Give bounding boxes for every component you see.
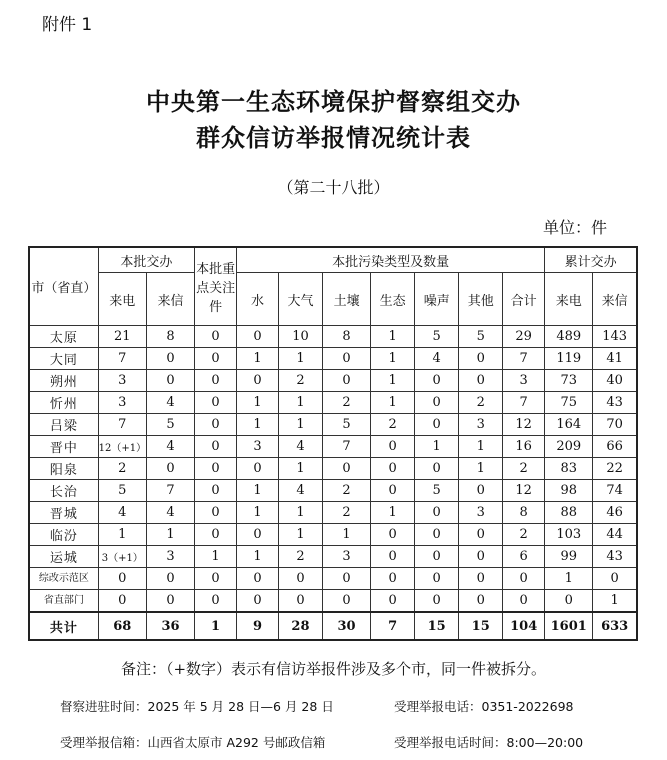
cell-eco: 0 bbox=[371, 568, 415, 590]
cell-other: 3 bbox=[459, 502, 503, 524]
cell-water: 1 bbox=[237, 392, 279, 414]
batch-label: （第二十八批） bbox=[277, 178, 390, 197]
cell-air: 4 bbox=[278, 436, 322, 458]
table-row bbox=[29, 590, 637, 613]
cell-other: 0 bbox=[459, 568, 503, 590]
cell-city: 省直部门 bbox=[29, 590, 98, 613]
cell-other: 0 bbox=[459, 590, 503, 613]
document-title-line1: 中央第一生态环境保护督察组交办 bbox=[146, 87, 521, 116]
cell-eco: 1 bbox=[371, 348, 415, 370]
cell-key: 0 bbox=[195, 436, 237, 458]
cell-other: 5 bbox=[459, 326, 503, 348]
cell-cum-call: 0 bbox=[545, 590, 593, 613]
cell-letter: 0 bbox=[146, 458, 194, 480]
cell-letter: 36 bbox=[146, 612, 194, 640]
cell-cum-letter: 40 bbox=[593, 370, 637, 392]
table-row bbox=[29, 348, 637, 370]
footnote: 备注：（+数字）表示有信访举报件涉及多个市，同一件被拆分。 bbox=[120, 660, 547, 678]
header-call: 来电 bbox=[98, 273, 146, 326]
table-row bbox=[29, 414, 637, 436]
cell-soil: 0 bbox=[322, 458, 370, 480]
cell-air: 1 bbox=[278, 458, 322, 480]
cell-noise: 5 bbox=[415, 326, 459, 348]
cell-key: 0 bbox=[195, 414, 237, 436]
cell-soil: 0 bbox=[322, 568, 370, 590]
cell-key: 0 bbox=[195, 370, 237, 392]
cell-key: 1 bbox=[195, 546, 237, 568]
header-other: 其他 bbox=[459, 273, 503, 326]
hotline-hours: 受理举报电话时间：8:00—20:00 bbox=[394, 735, 584, 750]
cell-noise: 0 bbox=[415, 546, 459, 568]
cell-soil: 7 bbox=[322, 436, 370, 458]
cell-sum: 7 bbox=[503, 348, 545, 370]
header-noise: 噪声 bbox=[415, 273, 459, 326]
cell-air: 1 bbox=[278, 502, 322, 524]
cell-other: 3 bbox=[459, 414, 503, 436]
unit-label: 单位：件 bbox=[542, 218, 607, 237]
cell-water: 1 bbox=[237, 502, 279, 524]
cell-eco: 0 bbox=[371, 546, 415, 568]
cell-city: 长治 bbox=[29, 480, 98, 502]
cell-cum-call: 209 bbox=[545, 436, 593, 458]
cell-letter: 0 bbox=[146, 568, 194, 590]
header-ecology: 生态 bbox=[371, 273, 415, 326]
cell-eco: 1 bbox=[371, 392, 415, 414]
cell-city: 朔州 bbox=[29, 370, 98, 392]
cell-sum: 7 bbox=[503, 392, 545, 414]
header-cumulative-group: 累计交办 bbox=[545, 247, 637, 273]
cell-letter: 8 bbox=[146, 326, 194, 348]
cell-noise: 0 bbox=[415, 590, 459, 613]
table-row bbox=[29, 392, 637, 414]
cell-air: 4 bbox=[278, 480, 322, 502]
cell-sum: 2 bbox=[503, 458, 545, 480]
cell-letter: 4 bbox=[146, 502, 194, 524]
cell-letter: 5 bbox=[146, 414, 194, 436]
cell-key: 0 bbox=[195, 458, 237, 480]
table-row bbox=[29, 546, 637, 568]
header-air: 大气 bbox=[278, 273, 322, 326]
cell-eco: 0 bbox=[371, 480, 415, 502]
cell-city: 综改示范区 bbox=[29, 568, 98, 590]
cell-letter: 0 bbox=[146, 348, 194, 370]
cell-eco: 0 bbox=[371, 590, 415, 613]
cell-call: 21 bbox=[98, 326, 146, 348]
table-row bbox=[29, 370, 637, 392]
cell-cum-letter: 41 bbox=[593, 348, 637, 370]
cell-water: 0 bbox=[237, 458, 279, 480]
cell-city: 大同 bbox=[29, 348, 98, 370]
cell-water: 1 bbox=[237, 480, 279, 502]
cell-other: 1 bbox=[459, 458, 503, 480]
cell-soil: 2 bbox=[322, 480, 370, 502]
cell-other: 0 bbox=[459, 370, 503, 392]
cell-water: 1 bbox=[237, 546, 279, 568]
cell-water: 0 bbox=[237, 524, 279, 546]
cell-call: 3 bbox=[98, 370, 146, 392]
header-soil: 土壤 bbox=[322, 273, 370, 326]
cell-city: 太原 bbox=[29, 326, 98, 348]
cell-eco: 0 bbox=[371, 458, 415, 480]
header-batch-group: 本批交办 bbox=[98, 247, 194, 273]
cell-letter: 0 bbox=[146, 590, 194, 613]
cell-key: 0 bbox=[195, 524, 237, 546]
cell-call: 0 bbox=[98, 590, 146, 613]
cell-city: 吕梁 bbox=[29, 414, 98, 436]
cell-letter: 1 bbox=[146, 524, 194, 546]
cell-letter: 4 bbox=[146, 436, 194, 458]
cell-key: 0 bbox=[195, 326, 237, 348]
cell-letter: 0 bbox=[146, 370, 194, 392]
stationed-time: 督察进驻时间：2025 年 5 月 28 日—6 月 28 日 bbox=[60, 699, 334, 714]
cell-call: 7 bbox=[98, 348, 146, 370]
total-row bbox=[29, 612, 637, 640]
table-row bbox=[29, 326, 637, 348]
cell-sum: 8 bbox=[503, 502, 545, 524]
cell-soil: 2 bbox=[322, 392, 370, 414]
cell-call: 3（+1） bbox=[98, 546, 146, 568]
cell-key: 0 bbox=[195, 348, 237, 370]
cell-sum: 3 bbox=[503, 370, 545, 392]
cell-air: 10 bbox=[278, 326, 322, 348]
cell-cum-call: 119 bbox=[545, 348, 593, 370]
cell-other: 0 bbox=[459, 546, 503, 568]
cell-air: 1 bbox=[278, 348, 322, 370]
cell-cum-call: 98 bbox=[545, 480, 593, 502]
cell-water: 1 bbox=[237, 348, 279, 370]
cell-water: 0 bbox=[237, 590, 279, 613]
cell-sum: 0 bbox=[503, 568, 545, 590]
cell-cum-call: 103 bbox=[545, 524, 593, 546]
cell-cum-letter: 143 bbox=[593, 326, 637, 348]
cell-cum-call: 489 bbox=[545, 326, 593, 348]
cell-cum-letter: 74 bbox=[593, 480, 637, 502]
cell-eco: 2 bbox=[371, 414, 415, 436]
cell-sum: 29 bbox=[503, 326, 545, 348]
cell-cum-call: 99 bbox=[545, 546, 593, 568]
cell-sum: 12 bbox=[503, 414, 545, 436]
cell-cum-call: 1 bbox=[545, 568, 593, 590]
header-letter: 来信 bbox=[146, 273, 194, 326]
attachment-label: 附件 1 bbox=[42, 15, 93, 35]
cell-noise: 1 bbox=[415, 436, 459, 458]
table-row bbox=[29, 436, 637, 458]
cell-other: 0 bbox=[459, 348, 503, 370]
cell-air: 1 bbox=[278, 524, 322, 546]
cell-letter: 3 bbox=[146, 546, 194, 568]
cell-cum-call: 83 bbox=[545, 458, 593, 480]
cell-key: 0 bbox=[195, 502, 237, 524]
cell-sum: 16 bbox=[503, 436, 545, 458]
cell-soil: 3 bbox=[322, 546, 370, 568]
cell-noise: 0 bbox=[415, 458, 459, 480]
cell-water: 3 bbox=[237, 436, 279, 458]
cell-air: 28 bbox=[278, 612, 322, 640]
cell-water: 0 bbox=[237, 326, 279, 348]
cell-key: 0 bbox=[195, 480, 237, 502]
cell-eco: 0 bbox=[371, 524, 415, 546]
cell-eco: 1 bbox=[371, 326, 415, 348]
cell-eco: 0 bbox=[371, 436, 415, 458]
cell-key: 1 bbox=[195, 612, 237, 640]
cell-air: 1 bbox=[278, 414, 322, 436]
cell-city: 忻州 bbox=[29, 392, 98, 414]
cell-key: 0 bbox=[195, 392, 237, 414]
cell-letter: 4 bbox=[146, 392, 194, 414]
cell-sum: 0 bbox=[503, 590, 545, 613]
header-water: 水 bbox=[237, 273, 279, 326]
header-city: 市（省直） bbox=[29, 247, 98, 326]
cell-eco: 1 bbox=[371, 502, 415, 524]
cell-call: 3 bbox=[98, 392, 146, 414]
cell-cum-letter: 43 bbox=[593, 392, 637, 414]
cell-city: 共计 bbox=[29, 612, 98, 640]
cell-cum-call: 88 bbox=[545, 502, 593, 524]
cell-soil: 0 bbox=[322, 590, 370, 613]
cell-other: 0 bbox=[459, 480, 503, 502]
header-subtotal: 合计 bbox=[503, 273, 545, 326]
cell-air: 2 bbox=[278, 370, 322, 392]
cell-call: 5 bbox=[98, 480, 146, 502]
cell-other: 0 bbox=[459, 524, 503, 546]
cell-call: 7 bbox=[98, 414, 146, 436]
table-row bbox=[29, 568, 637, 590]
header-key-focus: 本批重点关注件 bbox=[195, 247, 237, 326]
cell-soil: 0 bbox=[322, 370, 370, 392]
cell-noise: 15 bbox=[415, 612, 459, 640]
cell-other: 2 bbox=[459, 392, 503, 414]
cell-call: 0 bbox=[98, 568, 146, 590]
cell-call: 1 bbox=[98, 524, 146, 546]
cell-call: 68 bbox=[98, 612, 146, 640]
cell-sum: 104 bbox=[503, 612, 545, 640]
cell-soil: 2 bbox=[322, 502, 370, 524]
cell-water: 9 bbox=[237, 612, 279, 640]
cell-city: 运城 bbox=[29, 546, 98, 568]
cell-call: 4 bbox=[98, 502, 146, 524]
cell-city: 晋中 bbox=[29, 436, 98, 458]
statistics-table bbox=[28, 246, 638, 641]
cell-soil: 5 bbox=[322, 414, 370, 436]
report-mailbox: 受理举报信箱：山西省太原市 A292 号邮政信箱 bbox=[60, 735, 326, 750]
document-title-line2: 群众信访举报情况统计表 bbox=[196, 123, 471, 152]
cell-water: 0 bbox=[237, 568, 279, 590]
cell-cum-call: 75 bbox=[545, 392, 593, 414]
cell-sum: 2 bbox=[503, 524, 545, 546]
cell-other: 1 bbox=[459, 436, 503, 458]
cell-cum-letter: 633 bbox=[593, 612, 637, 640]
cell-noise: 0 bbox=[415, 524, 459, 546]
cell-key: 0 bbox=[195, 568, 237, 590]
cell-eco: 1 bbox=[371, 370, 415, 392]
cell-city: 临汾 bbox=[29, 524, 98, 546]
cell-noise: 0 bbox=[415, 414, 459, 436]
cell-soil: 0 bbox=[322, 348, 370, 370]
cell-sum: 6 bbox=[503, 546, 545, 568]
cell-noise: 0 bbox=[415, 370, 459, 392]
cell-cum-letter: 43 bbox=[593, 546, 637, 568]
header-cum-letter: 来信 bbox=[593, 273, 637, 326]
cell-air: 2 bbox=[278, 546, 322, 568]
table-row bbox=[29, 502, 637, 524]
cell-soil: 8 bbox=[322, 326, 370, 348]
header-cum-call: 来电 bbox=[545, 273, 593, 326]
cell-cum-call: 1601 bbox=[545, 612, 593, 640]
table-row bbox=[29, 524, 637, 546]
cell-air: 0 bbox=[278, 590, 322, 613]
cell-air: 1 bbox=[278, 392, 322, 414]
cell-water: 1 bbox=[237, 414, 279, 436]
cell-city: 阳泉 bbox=[29, 458, 98, 480]
cell-water: 0 bbox=[237, 370, 279, 392]
report-hotline: 受理举报电话：0351-2022698 bbox=[394, 699, 574, 714]
cell-cum-letter: 44 bbox=[593, 524, 637, 546]
cell-other: 15 bbox=[459, 612, 503, 640]
cell-eco: 7 bbox=[371, 612, 415, 640]
cell-call: 2 bbox=[98, 458, 146, 480]
table-row bbox=[29, 458, 637, 480]
cell-noise: 4 bbox=[415, 348, 459, 370]
table-row bbox=[29, 480, 637, 502]
cell-letter: 7 bbox=[146, 480, 194, 502]
cell-soil: 1 bbox=[322, 524, 370, 546]
cell-key: 0 bbox=[195, 590, 237, 613]
cell-cum-letter: 0 bbox=[593, 568, 637, 590]
cell-cum-letter: 66 bbox=[593, 436, 637, 458]
cell-noise: 5 bbox=[415, 480, 459, 502]
cell-cum-letter: 22 bbox=[593, 458, 637, 480]
header-pollution-group: 本批污染类型及数量 bbox=[237, 247, 545, 273]
cell-air: 0 bbox=[278, 568, 322, 590]
cell-cum-letter: 70 bbox=[593, 414, 637, 436]
cell-noise: 0 bbox=[415, 392, 459, 414]
cell-noise: 0 bbox=[415, 502, 459, 524]
cell-sum: 12 bbox=[503, 480, 545, 502]
cell-city: 晋城 bbox=[29, 502, 98, 524]
cell-soil: 30 bbox=[322, 612, 370, 640]
cell-cum-call: 164 bbox=[545, 414, 593, 436]
cell-cum-letter: 1 bbox=[593, 590, 637, 613]
cell-noise: 0 bbox=[415, 568, 459, 590]
cell-cum-letter: 46 bbox=[593, 502, 637, 524]
cell-call: 12（+1） bbox=[98, 436, 146, 458]
cell-cum-call: 73 bbox=[545, 370, 593, 392]
